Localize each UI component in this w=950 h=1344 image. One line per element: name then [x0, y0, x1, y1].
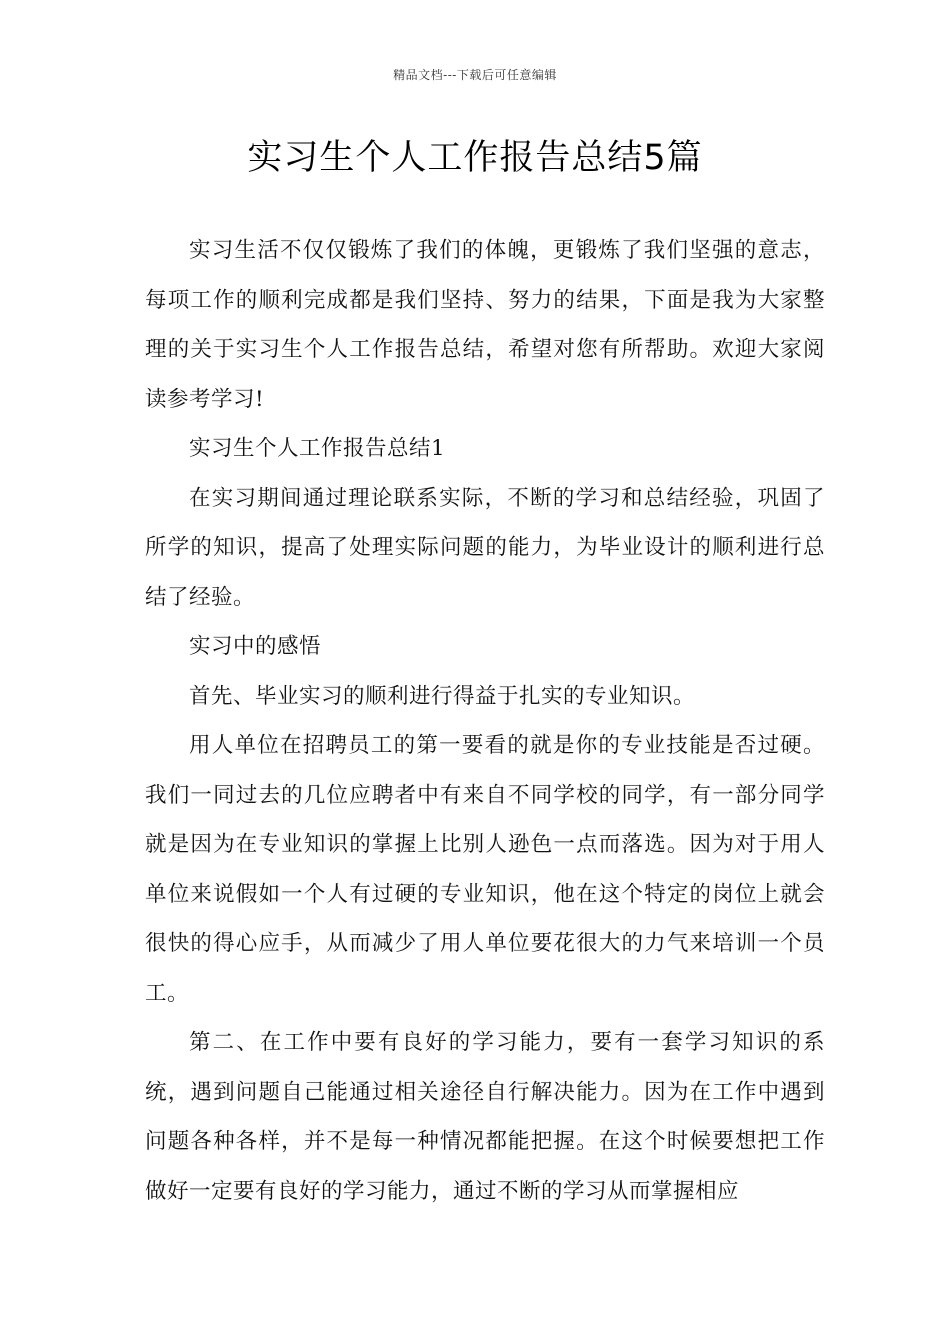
section-heading-1: 实习生个人工作报告总结1 [189, 436, 446, 461]
header-note: 精品文档---下载后可任意编辑 [393, 68, 557, 82]
paragraph: 第二、在工作中要有良好的学习能力，要有一套学习知识的系统，遇到问题自己能通过相关途径自行解决能力。因为在工作中遇到问题各种各样，并不是每一种情况都能把握。在这个时候要想把工作做好一定要有良好的学习能力，通过不断的学习从而掌握相应 [145, 1030, 825, 1204]
section-heading-insights: 实习中的感悟 [189, 634, 322, 659]
paragraph-intro: 实习生活不仅仅锻炼了我们的体魄，更锻炼了我们坚强的意志，每项工作的顺利完成都是我们坚持、努力的结果，下面是我为大家整理的关于实习生个人工作报告总结，希望对您有所帮助。欢迎大家阅读参考学习! [145, 238, 825, 412]
paragraph: 在实习期间通过理论联系实际，不断的学习和总结经验，巩固了所学的知识，提高了处理实际问题的能力，为毕业设计的顺利进行总结了经验。 [145, 485, 825, 610]
paragraph: 用人单位在招聘员工的第一要看的就是你的专业技能是否过硬。我们一同过去的几位应聘者中有来自不同学校的同学，有一部分同学就是因为在专业知识的掌握上比别人逊色一点而落选。因为对于用人单位来说假如一个人有过硬的专业知识，他在这个特定的岗位上就会很快的得心应手，从而减少了用人单位要花很大的力气来培训一个员工。 [145, 733, 825, 1006]
paragraph: 首先、毕业实习的顺利进行得益于扎实的专业知识。 [189, 683, 696, 709]
document-title: 实习生个人工作报告总结5篇 [247, 138, 703, 178]
document-body [145, 226, 825, 1216]
